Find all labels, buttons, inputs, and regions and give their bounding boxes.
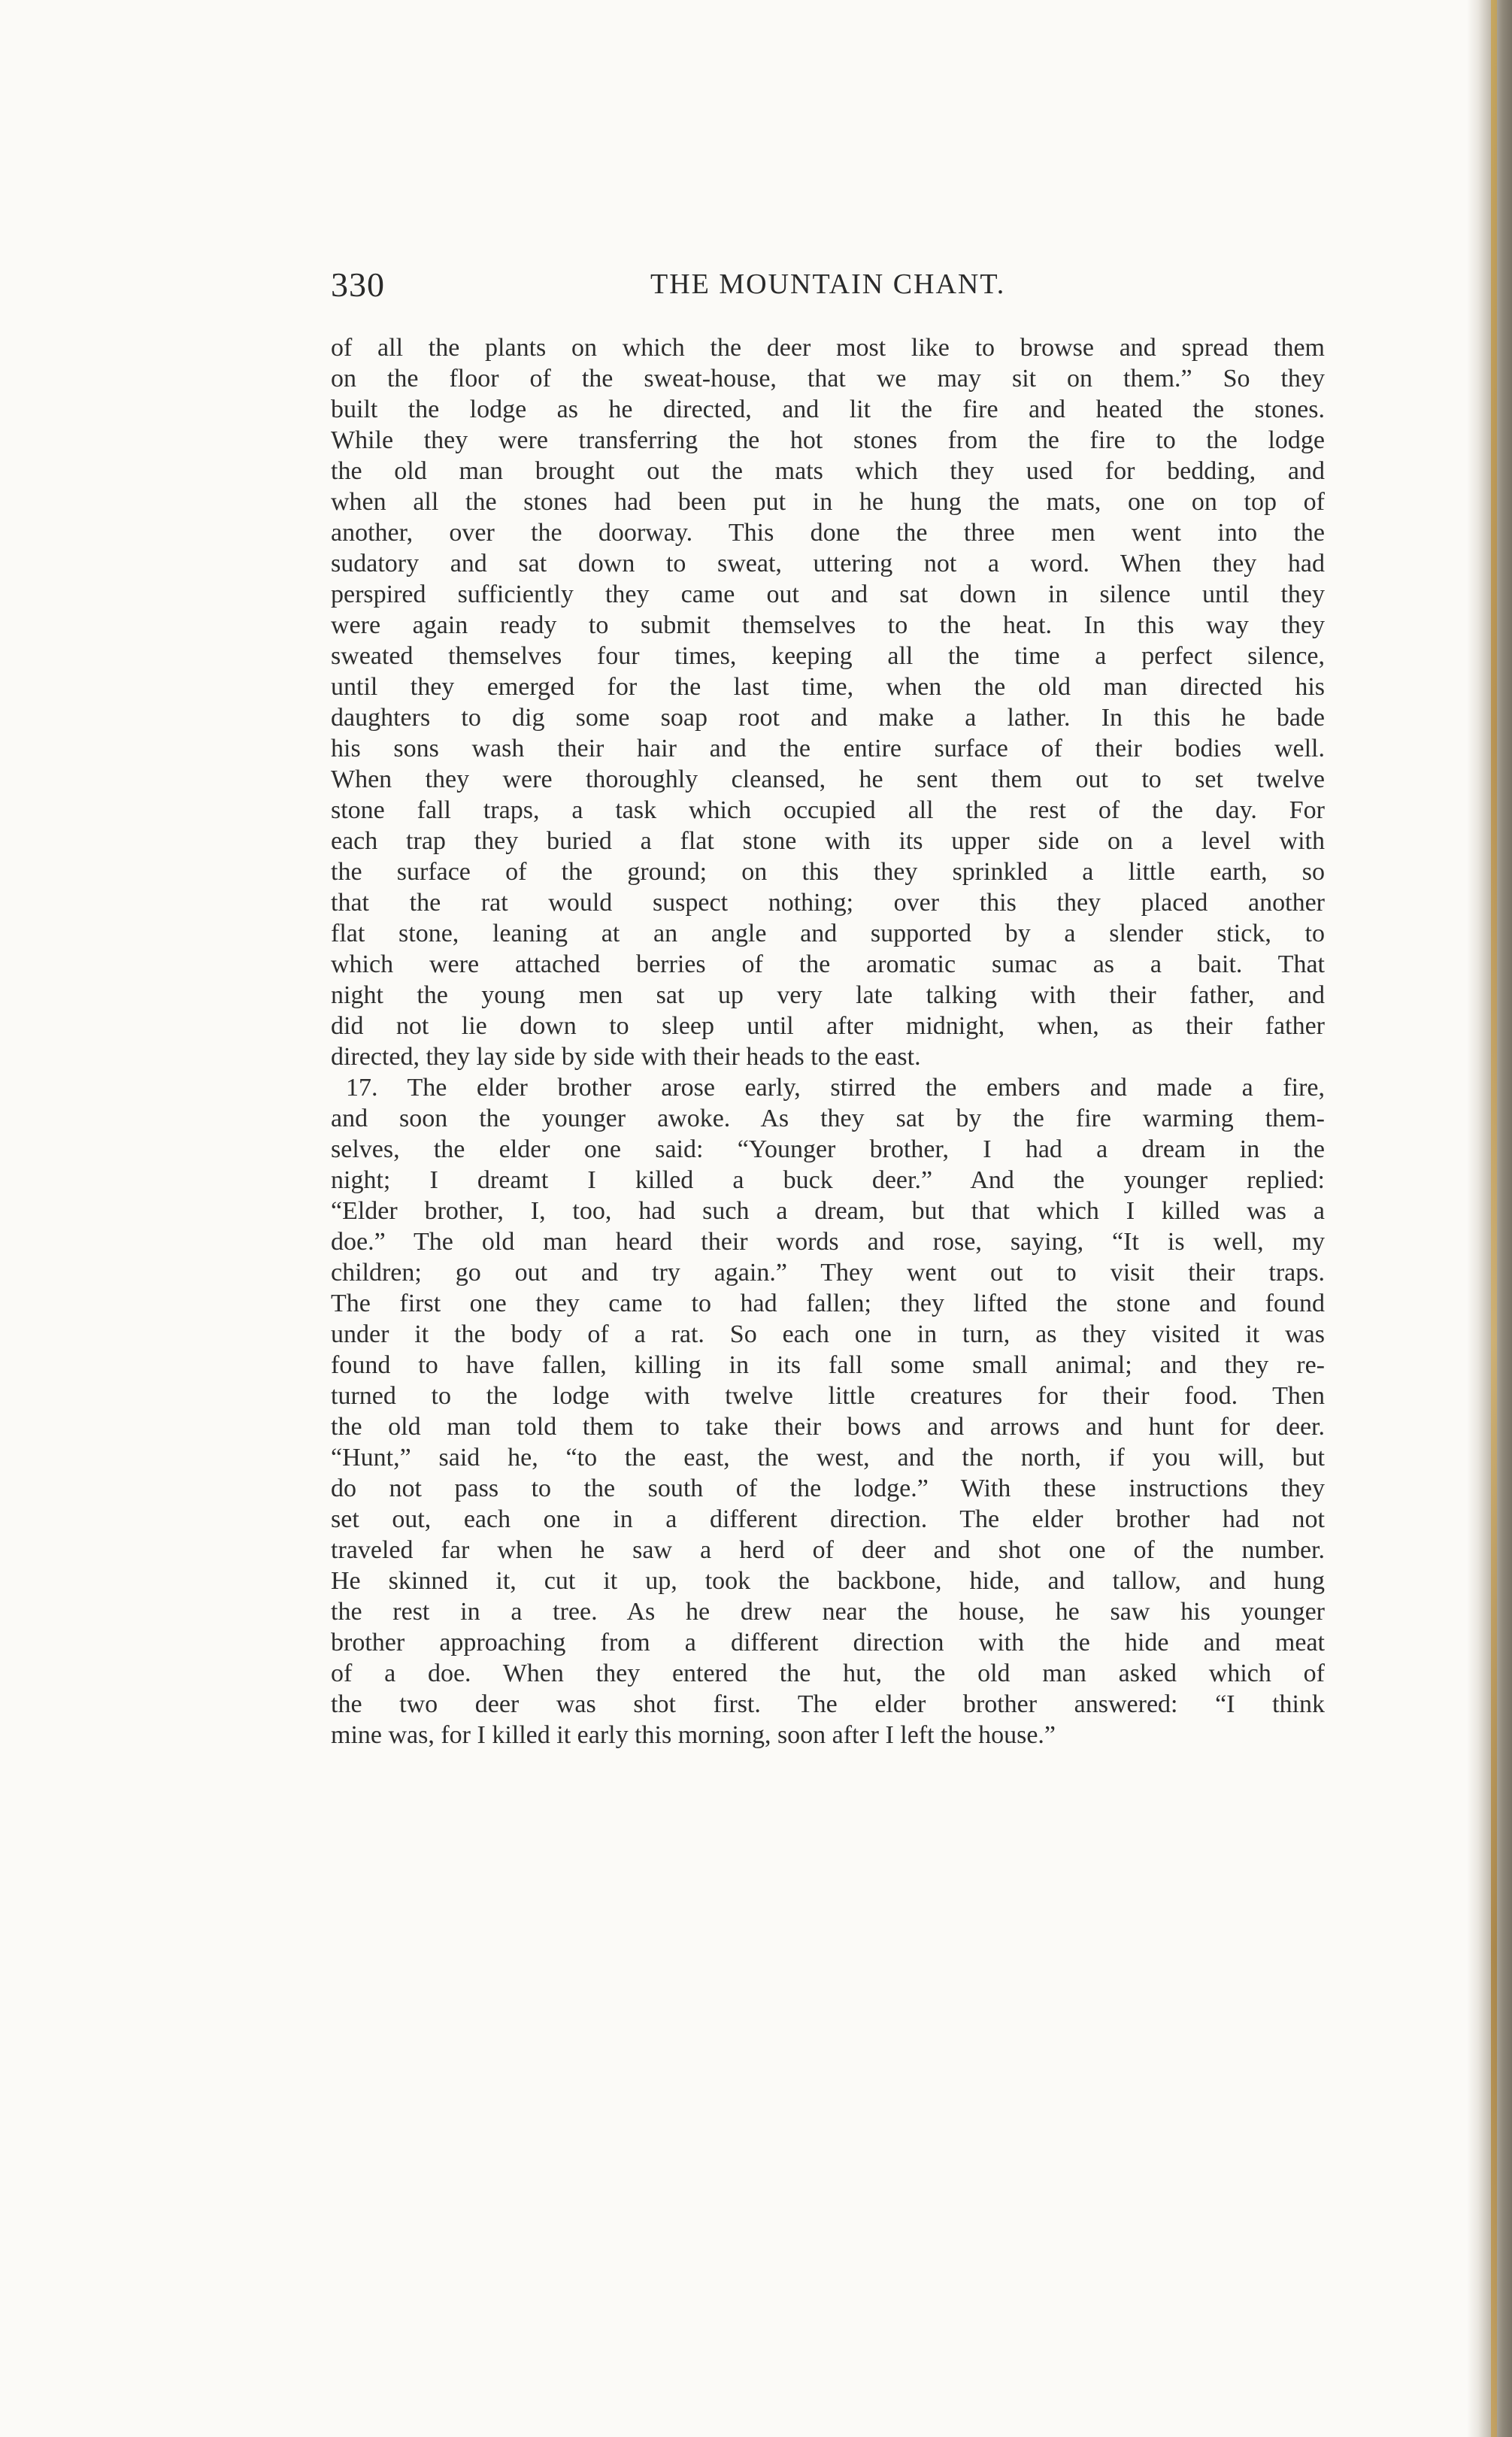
text-line: He skinned it, cut it up, took the backbone, hide, and tallow, and hung <box>331 1567 1325 1595</box>
text-line: brother approaching from a different direction with the hide and meat <box>331 1629 1325 1656</box>
text-line: that the rat would suspect nothing; over this they placed another <box>331 889 1325 917</box>
text-line: The first one they came to had fallen; they lifted the stone and found <box>331 1290 1325 1317</box>
text-line: which were attached berries of the aromatic sumac as a bait. That <box>331 950 1325 978</box>
text-line: under it the body of a rat. So each one in turn, as they visited it was <box>331 1320 1325 1348</box>
text-line: When they were thoroughly cleansed, he sent them out to set twelve <box>331 765 1325 793</box>
text-line: do not pass to the south of the lodge.” With these instructions they <box>331 1475 1325 1502</box>
text-line: sweated themselves four times, keeping all the time a perfect silence, <box>331 642 1325 670</box>
running-title: THE MOUNTAIN CHANT. <box>650 268 1006 300</box>
page-header <box>331 265 1459 310</box>
text-line: sudatory and sat down to sweat, uttering not a word. When they had <box>331 550 1325 577</box>
text-line: did not lie down to sleep until after midnight, when, as their father <box>331 1012 1325 1040</box>
page-number: 330 <box>331 265 385 304</box>
text-line: set out, each one in a different direction. The elder brother had not <box>331 1505 1325 1533</box>
text-line: each trap they buried a flat stone with its upper side on a level with <box>331 827 1325 855</box>
text-line: perspired sufficiently they came out and sat down in silence until they <box>331 580 1325 608</box>
gilt-edge-strip <box>1491 0 1497 2437</box>
text-line: until they emerged for the last time, when the old man directed his <box>331 673 1325 701</box>
text-line: doe.” The old man heard their words and rose, saying, “It is well, my <box>331 1228 1325 1256</box>
text-line: on the floor of the sweat-house, that we may sit on them.” So they <box>331 365 1325 393</box>
text-line: the two deer was shot first. The elder brother answered: “I think <box>331 1690 1325 1718</box>
text-line: the surface of the ground; on this they sprinkled a little earth, so <box>331 858 1325 886</box>
text-line: another, over the doorway. This done the three men went into the <box>331 519 1325 547</box>
text-line: flat stone, leaning at an angle and supported by a slender stick, to <box>331 920 1325 947</box>
text-line: mine was, for I killed it early this morning, soon after I left the house.” <box>331 1721 1056 1749</box>
text-line: when all the stones had been put in he hung the mats, one on top of <box>331 488 1325 516</box>
text-line: selves, the elder one said: “Younger brother, I had a dream in the <box>331 1135 1325 1163</box>
text-line: the old man brought out the mats which they used for bedding, and <box>331 457 1325 485</box>
body-text <box>331 332 1325 1750</box>
text-line: were again ready to submit themselves to the heat. In this way they <box>331 611 1325 639</box>
paragraph-start-line: 17. The elder brother arose early, stirred the embers and made a fire, <box>346 1074 1325 1102</box>
text-line: night the young men sat up very late talking with their father, and <box>331 981 1325 1009</box>
text-line: and soon the younger awoke. As they sat by the fire warming them- <box>331 1105 1325 1132</box>
text-line: of all the plants on which the deer most like to browse and spread them <box>331 334 1325 362</box>
text-line: the rest in a tree. As he drew near the house, he saw his younger <box>331 1598 1325 1626</box>
text-line: night; I dreamt I killed a buck deer.” And the younger replied: <box>331 1166 1325 1194</box>
text-line: “Elder brother, I, too, had such a dream, but that which I killed was a <box>331 1197 1325 1225</box>
text-line: “Hunt,” said he, “to the east, the west, and the north, if you will, but <box>331 1444 1325 1472</box>
book-spine-edge <box>1467 0 1512 2437</box>
text-line: of a doe. When they entered the hut, the old man asked which of <box>331 1660 1325 1687</box>
text-line: his sons wash their hair and the entire surface of their bodies well. <box>331 735 1325 762</box>
text-line: directed, they lay side by side with their heads to the east. <box>331 1043 921 1071</box>
text-line: turned to the lodge with twelve little creatures for their food. Then <box>331 1382 1325 1410</box>
text-line: traveled far when he saw a herd of deer and shot one of the number. <box>331 1536 1325 1564</box>
text-line: the old man told them to take their bows and arrows and hunt for deer. <box>331 1413 1325 1441</box>
text-line: stone fall traps, a task which occupied all the rest of the day. For <box>331 796 1325 824</box>
text-line: built the lodge as he directed, and lit the fire and heated the stones. <box>331 396 1325 423</box>
text-line: While they were transferring the hot stones from the fire to the lodge <box>331 426 1325 454</box>
text-line: children; go out and try again.” They went out to visit their traps. <box>331 1259 1325 1287</box>
text-line: found to have fallen, killing in its fall some small animal; and they re- <box>331 1351 1325 1379</box>
text-line: daughters to dig some soap root and make a lather. In this he bade <box>331 704 1325 732</box>
